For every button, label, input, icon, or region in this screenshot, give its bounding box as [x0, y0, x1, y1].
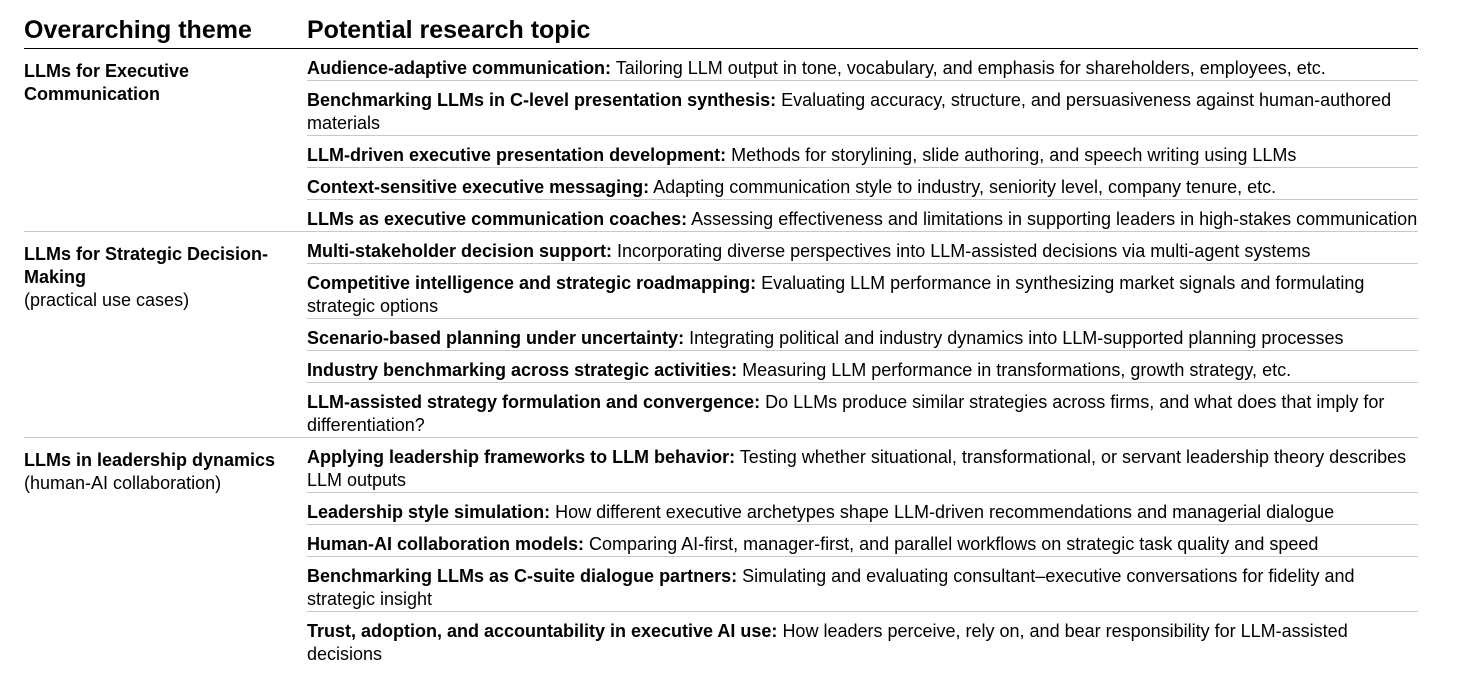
topic-row [307, 81, 1418, 136]
topic-description: Simulating and evaluating consultant–executive conversations for fidelity and strategic insight [307, 566, 1355, 609]
topic-title: Leadership style simulation: [307, 502, 551, 522]
theme-cell [24, 232, 307, 437]
header-theme: Overarching theme [24, 16, 252, 44]
topic-row [307, 168, 1418, 200]
theme-group-executive-communication [24, 49, 1418, 232]
topic-title: LLM-assisted strategy formulation and convergence: [307, 392, 761, 412]
topic-list [307, 438, 1418, 666]
theme-subtitle: (practical use cases) [24, 290, 190, 310]
topic-title: Competitive intelligence and strategic roadmapping: [307, 273, 757, 293]
topic-description: Evaluating accuracy, structure, and persuasiveness against human-authored materials [307, 90, 1392, 133]
theme-title: LLMs for Strategic Decision-Making [24, 244, 269, 287]
topic-description: Methods for storylining, slide authoring, and speech writing using LLMs [731, 145, 1297, 165]
topic-list [307, 49, 1418, 231]
topic-title: Human-AI collaboration models: [307, 534, 585, 554]
topic-title: Industry benchmarking across strategic activities: [307, 360, 738, 380]
topic-description: Comparing AI-first, manager-first, and parallel workflows on strategic task quality and speed [589, 534, 1319, 554]
header-topic: Potential research topic [307, 16, 591, 44]
topic-title: Multi-stakeholder decision support: [307, 241, 613, 261]
topic-row [307, 557, 1418, 612]
topic-row [307, 49, 1418, 81]
table-header [24, 12, 1418, 49]
topic-row [307, 136, 1418, 168]
topic-row [307, 438, 1418, 493]
topic-row [307, 612, 1418, 666]
topic-title: Context-sensitive executive messaging: [307, 177, 650, 197]
topic-description: How leaders perceive, rely on, and bear responsibility for LLM-assisted decisions [307, 621, 1348, 664]
topic-list [307, 232, 1418, 437]
research-topics-table [24, 12, 1418, 666]
topic-row [307, 383, 1418, 437]
topic-row [307, 264, 1418, 319]
topic-row [307, 351, 1418, 383]
topic-description: Tailoring LLM output in tone, vocabulary, and emphasis for shareholders, employees, etc. [615, 58, 1326, 78]
topic-title: Trust, adoption, and accountability in executive AI use: [307, 621, 778, 641]
theme-group-strategic-decision-making [24, 232, 1418, 438]
topic-description: Evaluating LLM performance in synthesizing market signals and formulating strategic options [307, 273, 1365, 316]
topic-description: Measuring LLM performance in transformations, growth strategy, etc. [742, 360, 1292, 380]
topic-row [307, 493, 1418, 525]
topic-description: Adapting communication style to industry, seniority level, company tenure, etc. [653, 177, 1277, 197]
theme-group-leadership-dynamics [24, 438, 1418, 666]
topic-row [307, 232, 1418, 264]
topic-description: Testing whether situational, transformational, or servant leadership theory describes LLM outputs [307, 447, 1407, 490]
topic-description: Do LLMs produce similar strategies across firms, and what does that imply for differentiation? [307, 392, 1385, 435]
topic-title: Benchmarking LLMs as C-suite dialogue partners: [307, 566, 738, 586]
topic-title: LLMs as executive communication coaches: [307, 209, 688, 229]
topic-description: Assessing effectiveness and limitations in supporting leaders in high-stakes communication [691, 209, 1418, 229]
topic-description: Integrating political and industry dynamics into LLM-supported planning processes [689, 328, 1344, 348]
topic-row [307, 525, 1418, 557]
theme-title: LLMs in leadership dynamics [24, 450, 276, 470]
theme-title: LLMs for Executive Communication [24, 61, 190, 104]
topic-description: Incorporating diverse perspectives into LLM-assisted decisions via multi-agent systems [617, 241, 1311, 261]
topic-title: LLM-driven executive presentation development: [307, 145, 727, 165]
topic-description: How different executive archetypes shape LLM-driven recommendations and managerial dialogue [555, 502, 1335, 522]
topic-row [307, 200, 1418, 231]
topic-row [307, 319, 1418, 351]
topic-title: Scenario-based planning under uncertainty: [307, 328, 685, 348]
theme-cell [24, 438, 307, 666]
topic-title: Benchmarking LLMs in C-level presentation synthesis: [307, 90, 777, 110]
theme-cell [24, 49, 307, 231]
topic-title: Applying leadership frameworks to LLM behavior: [307, 447, 736, 467]
theme-subtitle: (human-AI collaboration) [24, 473, 222, 493]
topic-title: Audience-adaptive communication: [307, 58, 612, 78]
